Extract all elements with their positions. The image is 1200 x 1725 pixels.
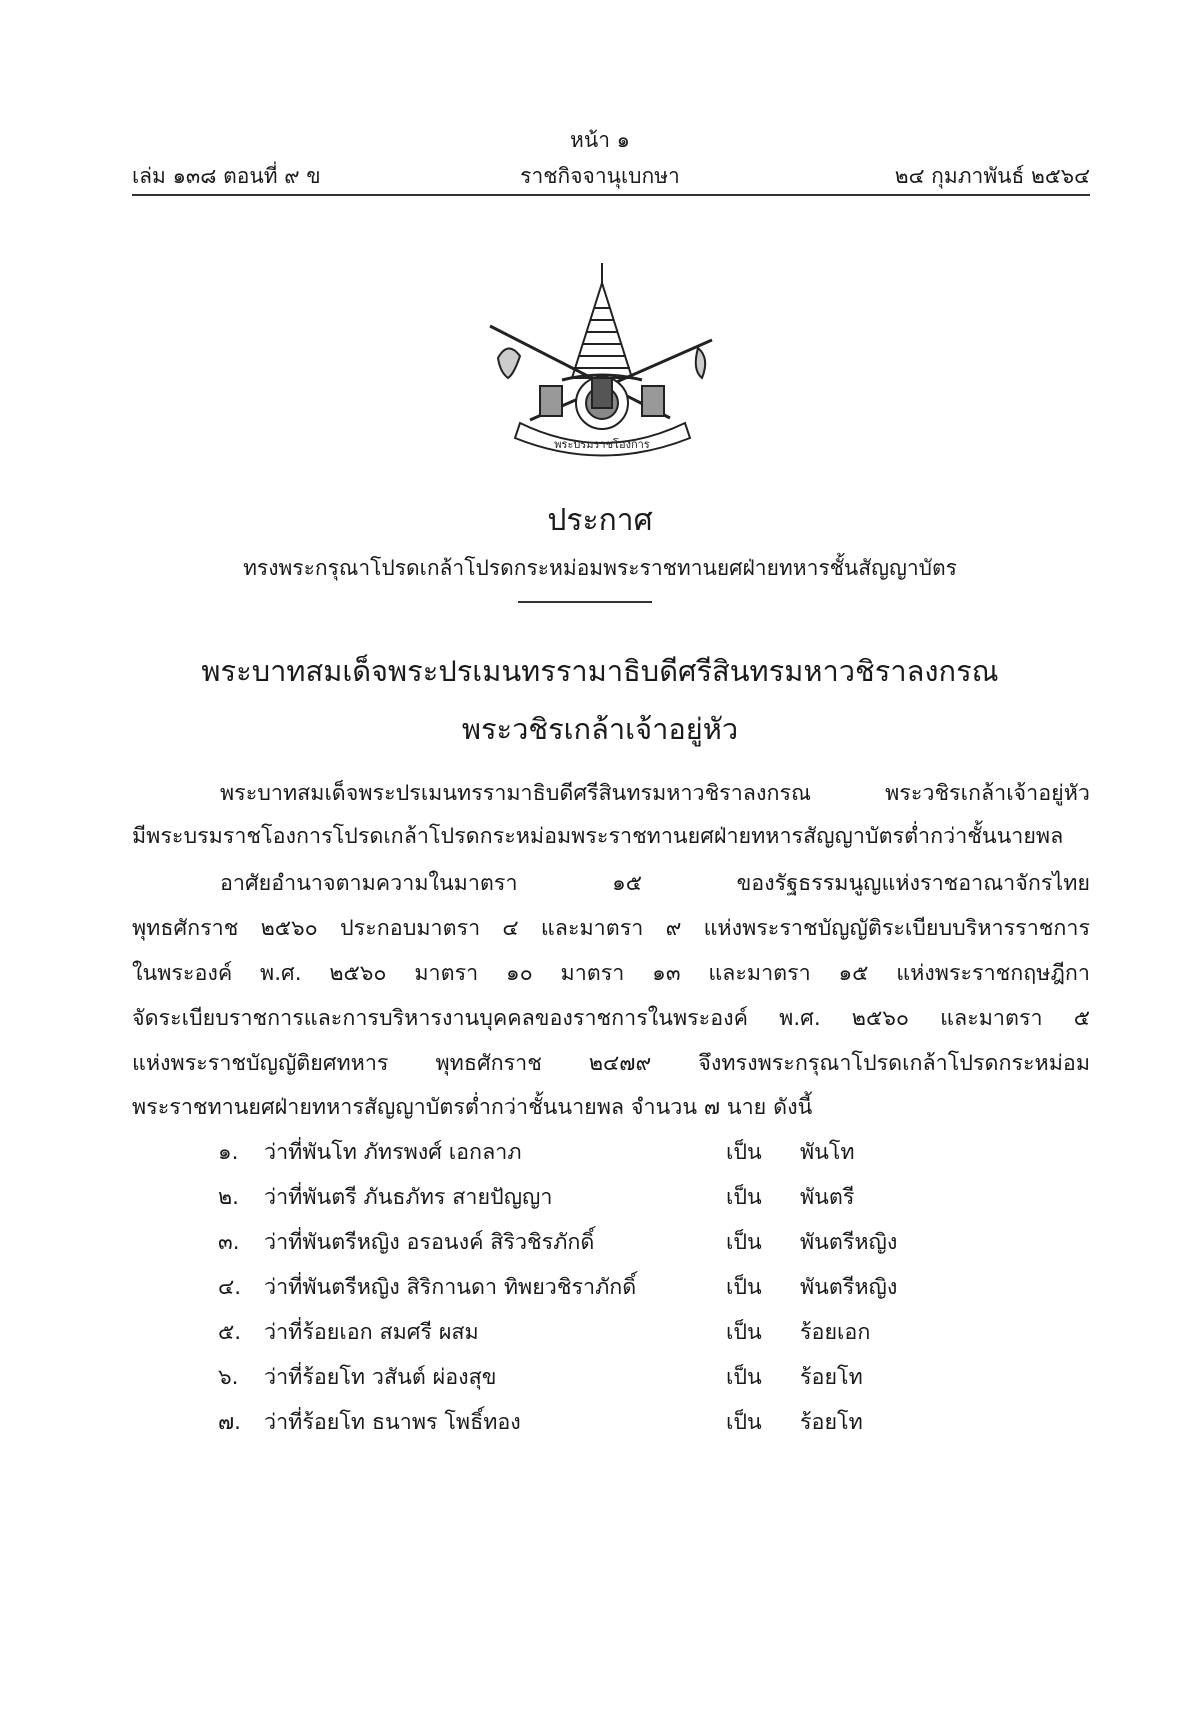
appointee-name: ว่าที่พันโท ภัทรพงศ์ เอกลาภ (264, 1140, 522, 1165)
body-line: ในพระองค์ พ.ศ. ๒๕๖๐ มาตรา ๑๐ มาตรา ๑๓ และมาตรา ๑๕ แห่งพระราชกฤษฎีกา (132, 961, 1090, 986)
item-number: ๖. (218, 1365, 239, 1390)
royal-garuda-seal-icon (480, 258, 725, 458)
new-rank: พันโท (800, 1140, 855, 1165)
body-line: พระราชทานยศฝ่ายทหารสัญญาบัตรต่ำกว่าชั้นนายพล จำนวน ๗ นาย ดังนี้ (132, 1095, 813, 1120)
body-line: พุทธศักราช ๒๕๖๐ ประกอบมาตรา ๔ และมาตรา ๙ แห่งพระราชบัญญัติระเบียบบริหารราชการ (132, 916, 1090, 941)
announcement-title: ประกาศ (547, 503, 653, 538)
item-number: ๑. (218, 1140, 239, 1165)
appointee-name: ว่าที่พันตรีหญิง อรอนงค์ สิริวชิรภักดิ์ (264, 1230, 595, 1255)
item-number: ๔. (218, 1275, 242, 1300)
title-divider (518, 601, 652, 603)
publication-date: ๒๔ กุมภาพันธ์ ๒๕๖๔ (894, 164, 1090, 188)
body-line: จัดระเบียบราชการและการบริหารงานบุคคลของราชการในพระองค์ พ.ศ. ๒๕๖๐ และมาตรา ๕ (132, 1006, 1090, 1031)
body-line: อาศัยอำนาจตามความในมาตรา ๑๕ ของรัฐธรรมนูญแห่งราชอาณาจักรไทย (220, 871, 1090, 896)
appointee-name: ว่าที่ร้อยเอก สมศรี ผสม (264, 1320, 479, 1345)
new-rank: พันตรีหญิง (800, 1275, 898, 1300)
as-label: เป็น (726, 1140, 762, 1165)
item-number: ๕. (218, 1320, 242, 1345)
appointment-row (218, 1225, 918, 1265)
appointment-row (218, 1360, 918, 1400)
king-name-line2: พระวชิรเกล้าเจ้าอยู่หัว (461, 712, 739, 746)
appointment-row (218, 1270, 918, 1310)
new-rank: ร้อยเอก (800, 1320, 871, 1345)
as-label: เป็น (726, 1275, 762, 1300)
appointment-row (218, 1315, 918, 1355)
item-number: ๒. (218, 1185, 240, 1210)
appointee-name: ว่าที่พันตรีหญิง สิริกานดา ทิพยวชิราภักดิ์ (264, 1275, 637, 1300)
header-rule (132, 194, 1090, 196)
volume-issue: เล่ม ๑๓๘ ตอนที่ ๙ ข (132, 164, 321, 188)
as-label: เป็น (726, 1320, 762, 1345)
new-rank: พันตรี (800, 1185, 855, 1210)
as-label: เป็น (726, 1185, 762, 1210)
publication-name: ราชกิจจานุเบกษา (520, 164, 680, 188)
announcement-subtitle: ทรงพระกรุณาโปรดเกล้าโปรดกระหม่อมพระราชทานยศฝ่ายทหารชั้นสัญญาบัตร (243, 556, 957, 580)
as-label: เป็น (726, 1230, 762, 1255)
king-name-line1: พระบาทสมเด็จพระปรเมนทรรามาธิบดีศรีสินทรมหาวชิราลงกรณ (201, 654, 999, 688)
new-rank: พันตรีหญิง (800, 1230, 898, 1255)
appointment-row (218, 1135, 918, 1175)
as-label: เป็น (726, 1365, 762, 1390)
new-rank: ร้อยโท (800, 1365, 863, 1390)
appointment-row (218, 1405, 918, 1445)
item-number: ๓. (218, 1230, 240, 1255)
page-number: หน้า ๑ (570, 128, 630, 152)
as-label: เป็น (726, 1410, 762, 1435)
body-line: แห่งพระราชบัญญัติยศทหาร พุทธศักราช ๒๔๗๙ จึงทรงพระกรุณาโปรดเกล้าโปรดกระหม่อม (132, 1051, 1090, 1076)
new-rank: ร้อยโท (800, 1410, 863, 1435)
appointee-name: ว่าที่ร้อยโท ธนาพร โพธิ์ทอง (264, 1410, 521, 1435)
appointment-row (218, 1180, 918, 1220)
appointee-name: ว่าที่ร้อยโท วสันต์ ผ่องสุข (264, 1365, 497, 1390)
svg-text:พระบรมราชโองการ: พระบรมราชโองการ (554, 438, 650, 451)
body-line: พระบาทสมเด็จพระปรเมนทรรามาธิบดีศรีสินทรมหาวชิราลงกรณ พระวชิรเกล้าเจ้าอยู่หัว (220, 781, 1090, 806)
appointee-name: ว่าที่พันตรี ภันธภัทร สายปัญญา (264, 1185, 553, 1210)
item-number: ๗. (218, 1410, 242, 1435)
body-line: มีพระบรมราชโองการโปรดเกล้าโปรดกระหม่อมพระราชทานยศฝ่ายทหารสัญญาบัตรต่ำกว่าชั้นนายพล (132, 824, 1064, 849)
